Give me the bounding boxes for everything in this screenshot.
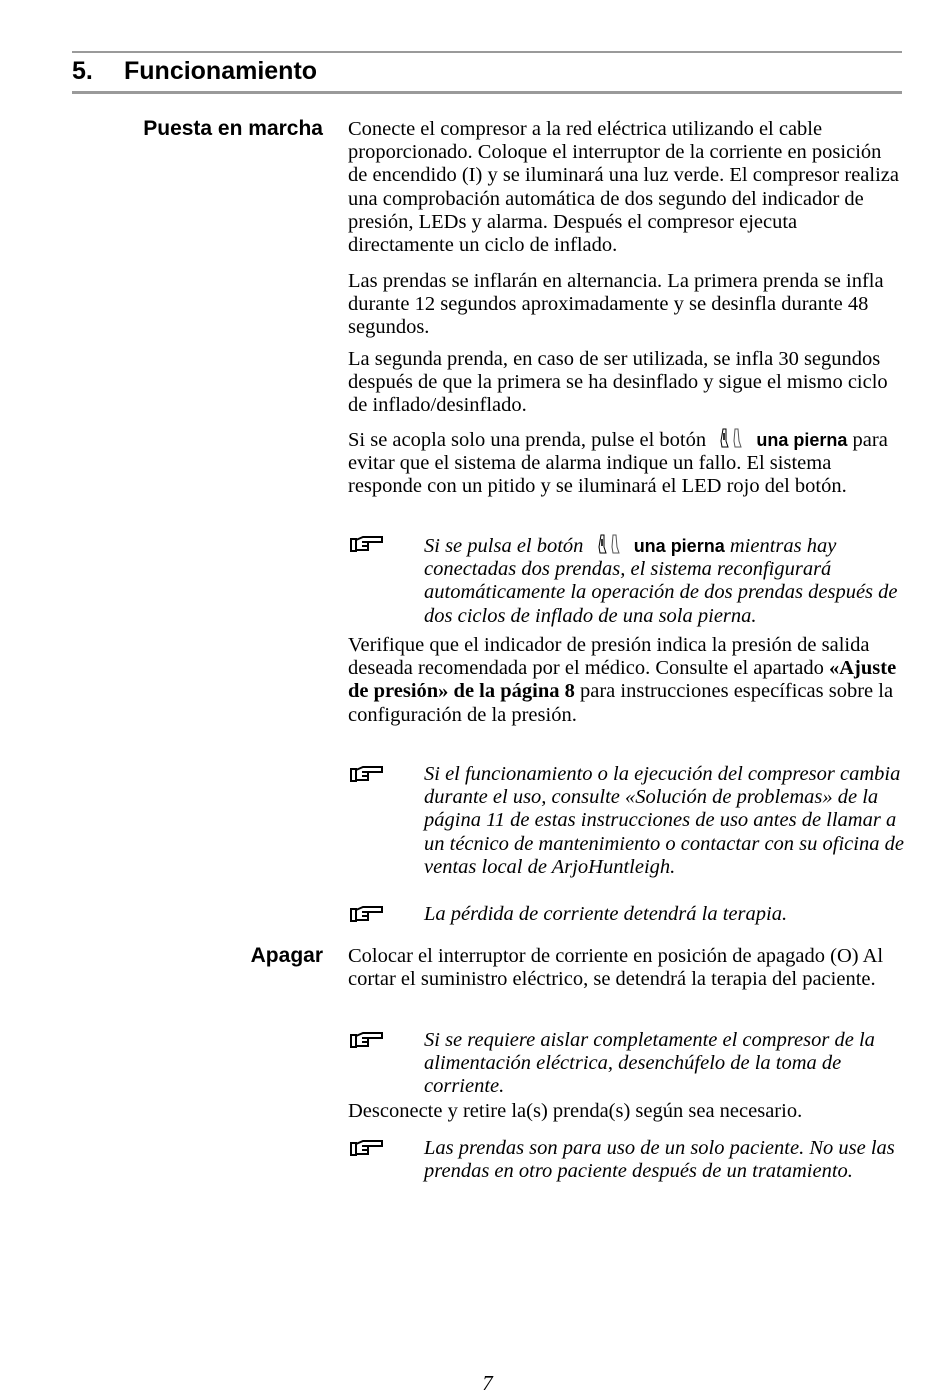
p5-text-after: para instrucciones específicas sobre la configuración de la presión. bbox=[348, 680, 894, 726]
chapter-title: Funcionamiento bbox=[124, 57, 318, 85]
note1-text-before: Si se pulsa el botón bbox=[424, 535, 584, 557]
top-rule bbox=[72, 51, 902, 53]
start-paragraph-5 bbox=[348, 634, 904, 727]
section-heading-start: Puesta en marcha bbox=[143, 117, 323, 140]
note-troubleshooting bbox=[348, 763, 904, 879]
start-paragraph-3: La segunda prenda, en caso de ser utilizada, se infla 30 segundos después de que la primera se ha desinflado y sigue el mismo ciclo de inflado/desinflado. bbox=[348, 348, 888, 417]
single-leg-icon bbox=[589, 533, 629, 557]
one-leg-label: una pierna bbox=[756, 430, 848, 450]
chapter-number: 5. bbox=[72, 57, 93, 85]
note-power-loss bbox=[348, 903, 904, 926]
pointing-hand-icon bbox=[348, 533, 386, 557]
pressure-reference: «Ajuste de presión» de la página 8 bbox=[348, 657, 897, 703]
chapter-heading bbox=[72, 56, 317, 86]
pointing-hand-icon bbox=[348, 763, 386, 787]
single-leg-icon bbox=[711, 427, 751, 451]
page-number: 7 bbox=[482, 1371, 493, 1395]
pointing-hand-icon bbox=[348, 903, 386, 927]
off-paragraph-2: Desconecte y retire la(s) prenda(s) según sea necesario. bbox=[348, 1100, 803, 1122]
p5-text-before: Verifique que el indicador de presión indica la presión de salida deseada recomendada por el médico. Consulte el apartado bbox=[348, 634, 870, 680]
start-paragraph-2: Las prendas se inflarán en alternancia. La primera prenda se infla durante 12 segundos aproximadamente y se desinfla durante 48 segundos. bbox=[348, 270, 884, 339]
bottom-rule bbox=[72, 91, 902, 94]
p4-text-before: Si se acopla solo una prenda, pulse el botón bbox=[348, 429, 707, 451]
note-single-patient bbox=[348, 1137, 904, 1183]
off-paragraph-1: Colocar el interruptor de corriente en posición de apagado (O) Al cortar el suministro eléctrico, se detendrá la terapia del paciente. bbox=[348, 945, 884, 991]
note-text: La pérdida de corriente detendrá la terapia. bbox=[424, 903, 788, 925]
p4-text-after: para evitar que el sistema de alarma indique un fallo. El sistema responde con un pitido y se iluminará el LED rojo del botón. bbox=[348, 429, 888, 498]
section-heading-off: Apagar bbox=[250, 944, 323, 967]
start-paragraph-1: Conecte el compresor a la red eléctrica utilizando el cable proporcionado. Coloque el interruptor de la corriente en posición de encendido (I) y se iluminará una luz verde. El compresor realiza una comprobación automática de dos segundo del indicador de presión, LEDs y alarma. Después el compresor ejecuta directamente un ciclo de inflado. bbox=[348, 118, 899, 257]
note-one-leg bbox=[348, 533, 904, 628]
note-text: Si el funcionamiento o la ejecución del compresor cambia durante el uso, consulte «Solución de problemas» de la página 11 de estas instrucciones de uso antes de llamar a un técnico de mantenimiento o contactar con su oficina de ventas local de ArjoHuntleigh. bbox=[424, 763, 904, 878]
pointing-hand-icon bbox=[348, 1029, 386, 1053]
start-paragraph-4 bbox=[348, 427, 904, 499]
note-isolate-power bbox=[348, 1029, 904, 1099]
one-leg-label: una pierna bbox=[633, 536, 725, 556]
pointing-hand-icon bbox=[348, 1137, 386, 1161]
note1-text-after: mientras hay conectadas dos prendas, el sistema reconfigurará automáticamente la operación de dos prendas después de dos ciclos de inflado de una sola pierna. bbox=[424, 535, 898, 627]
note-text: Las prendas son para uso de un solo paciente. No use las prendas en otro paciente después de un tratamiento. bbox=[424, 1137, 895, 1183]
note-text: Si se requiere aislar completamente el compresor de la alimentación eléctrica, desenchúfelo de la toma de corriente. bbox=[424, 1029, 875, 1098]
